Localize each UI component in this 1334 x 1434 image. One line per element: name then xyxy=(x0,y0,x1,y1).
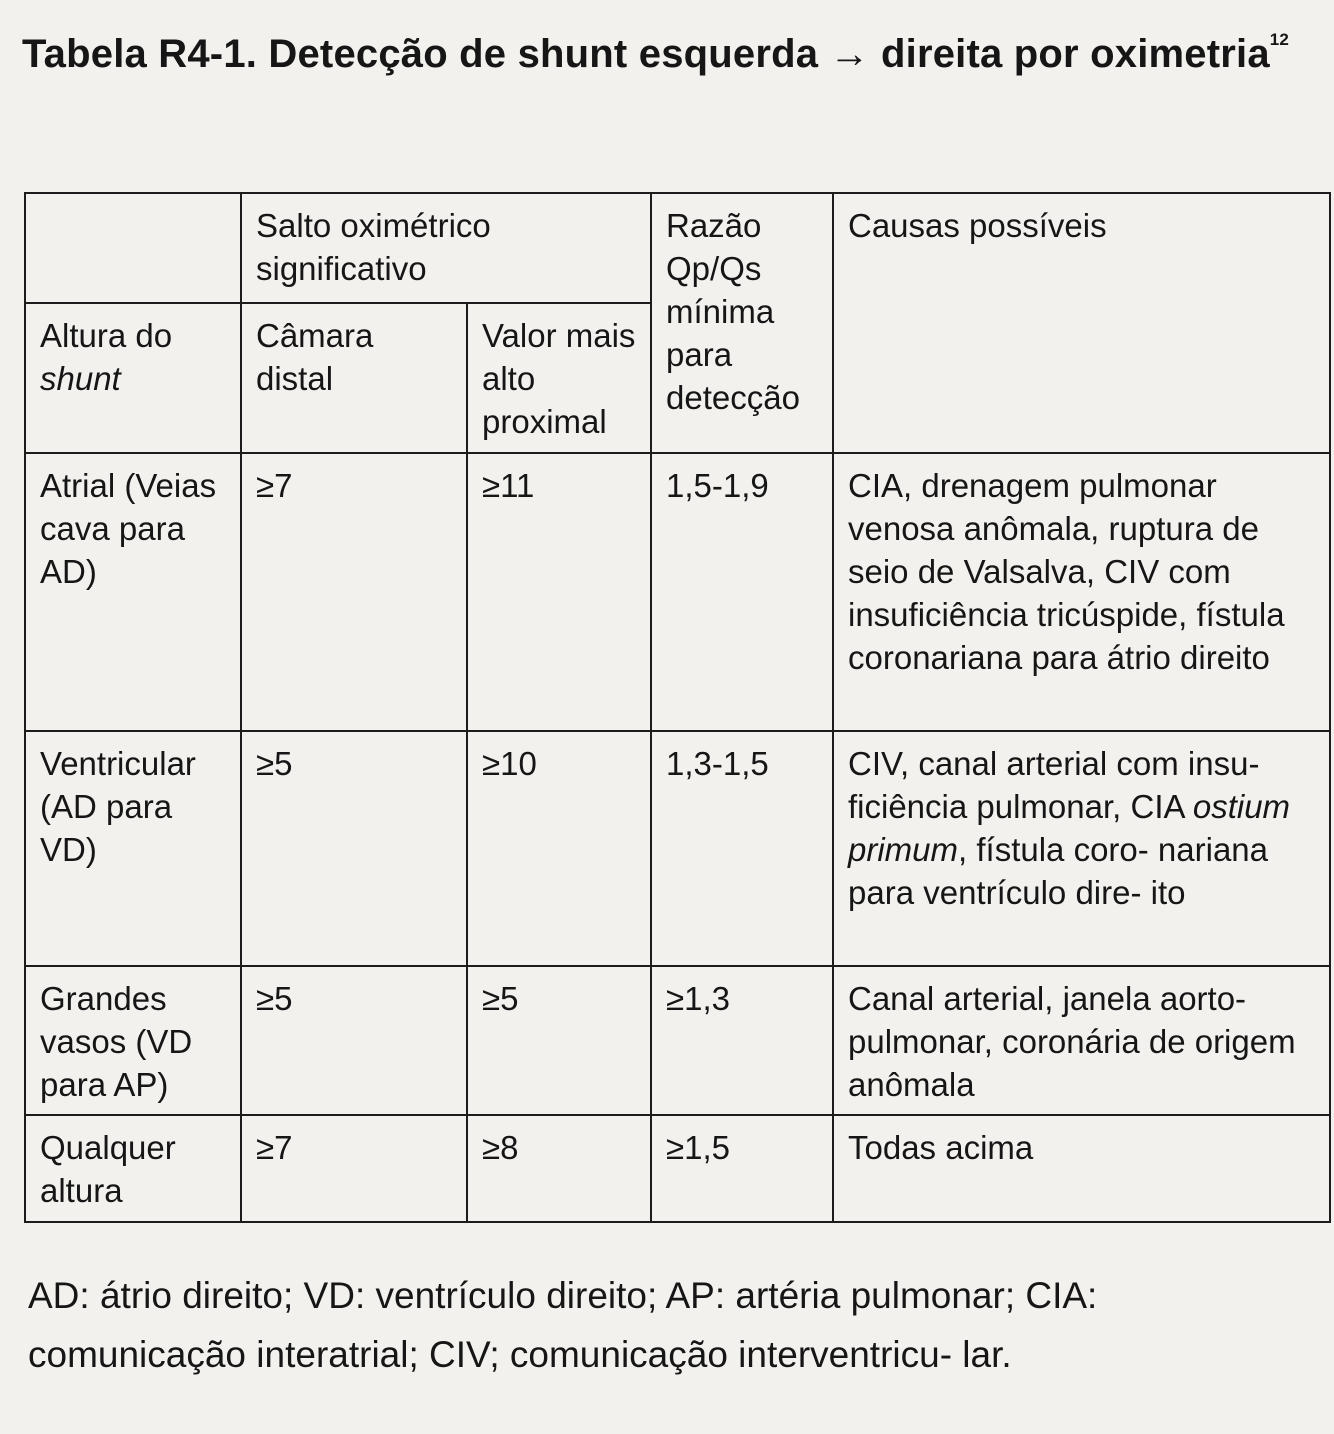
table-title-text: Tabela R4-1. Detecção de shunt esquerda → direita por oximetria xyxy=(22,32,1270,76)
cell-camara: ≥7 xyxy=(241,453,467,731)
cell-razao: ≥1,3 xyxy=(651,966,833,1115)
cell-camara: ≥7 xyxy=(241,1115,467,1222)
cell-valor: ≥10 xyxy=(467,731,651,966)
table-row xyxy=(25,453,1330,731)
header-razao-qp-qs: Razão Qp/Qs mínima para detecção xyxy=(651,193,833,453)
table-footnote: AD: átrio direito; VD: ventrículo direito; AP: artéria pulmonar; CIA: comunicação interatrial; CIV; comunicação interventricu- lar. xyxy=(28,1275,1098,1375)
header-row-1 xyxy=(25,193,1330,303)
table-row xyxy=(25,966,1330,1115)
header-altura-text: Altura do xyxy=(40,317,173,354)
cell-causas: Canal arterial, janela aorto- pulmonar, coronária de origem anômala xyxy=(833,966,1330,1115)
cell-camara: ≥5 xyxy=(241,966,467,1115)
causas-ostium-primum: ostium primum xyxy=(848,788,1291,868)
cell-valor: ≥5 xyxy=(467,966,651,1115)
cell-altura: Qualquer altura xyxy=(25,1115,241,1222)
header-causas-possiveis: Causas possíveis xyxy=(833,193,1330,453)
table-row xyxy=(25,1115,1330,1222)
cell-altura: Ventricular (AD para VD) xyxy=(25,731,241,966)
header-valor-proximal: Valor mais alto proximal xyxy=(467,303,651,453)
cell-valor: ≥8 xyxy=(467,1115,651,1222)
header-salto-oximetrico: Salto oximétrico significativo xyxy=(241,193,651,303)
cell-valor: ≥11 xyxy=(467,453,651,731)
table-title xyxy=(22,22,1312,86)
cell-camara: ≥5 xyxy=(241,731,467,966)
cell-altura: Atrial (Veias cava para AD) xyxy=(25,453,241,731)
empty-corner-cell xyxy=(25,193,241,303)
header-altura-do-shunt xyxy=(25,303,241,453)
cell-causas: Todas acima xyxy=(833,1115,1330,1222)
oximetry-shunt-table xyxy=(24,192,1331,1223)
causas-text-part-3: , fístula coro- nariana para ventrículo dire- ito xyxy=(848,831,1269,911)
cell-altura: Grandes vasos (VD para AP) xyxy=(25,966,241,1115)
header-shunt-italic: shunt xyxy=(40,360,121,397)
cell-razao: 1,3-1,5 xyxy=(651,731,833,966)
reference-superscript: 12 xyxy=(1269,30,1290,49)
cell-razao: 1,5-1,9 xyxy=(651,453,833,731)
table-row xyxy=(25,731,1330,966)
cell-causas: CIA, drenagem pulmonar venosa anômala, ruptura de seio de Valsalva, CIV com insuficiência tricúspide, fístula coronariana para átrio direito xyxy=(833,453,1330,731)
causas-text-part-1: CIV, canal arterial com insu- ficiência pulmonar, CIA xyxy=(848,745,1260,825)
cell-razao: ≥1,5 xyxy=(651,1115,833,1222)
header-camara-distal: Câmara distal xyxy=(241,303,467,453)
cell-causas xyxy=(833,731,1330,966)
